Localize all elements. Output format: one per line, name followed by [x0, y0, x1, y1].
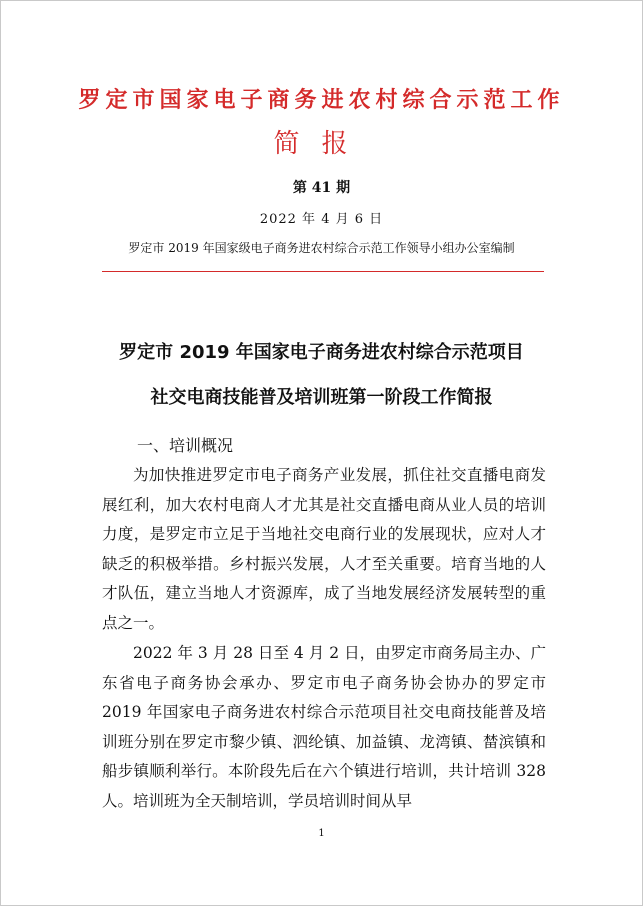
section-heading-training-overview: 一、培训概况	[137, 436, 234, 455]
body-paragraph-2: 2022 年 3 月 28 日至 4 月 2 日，由罗定市商务局主办、广东省电子商务协会承办、罗定市电子商务协会协办的罗定市 2019 年国家电子商务进农村综合示范项目社交电商技能普及培训班分别在罗定市黎少镇、泗纶镇、加益镇、龙湾镇、榃滨镇和船步镇顺利举行。本阶段先后在六个镇进行培训，共计培训 328 人。培训班为全天制培训，学员培训时间从早	[102, 644, 546, 810]
issue-date: 2022 年 4 月 6 日	[259, 212, 384, 227]
header-divider	[102, 271, 544, 272]
newsletter-header-title: 罗定市国家电子商务进农村综合示范工作	[78, 87, 565, 113]
page-number: 1	[318, 828, 325, 839]
article-title-line-1: 罗定市 2019 年国家电子商务进农村综合示范项目	[119, 342, 524, 363]
issue-number: 第 41 期	[292, 180, 351, 196]
newsletter-brief-label: 简报	[273, 129, 370, 159]
editor-office: 罗定市 2019 年国家级电子商务进农村综合示范工作领导小组办公室编制	[128, 241, 515, 255]
article-title-line-2: 社交电商技能普及培训班第一阶段工作简报	[150, 387, 493, 408]
body-paragraph-1: 为加快推进罗定市电子商务产业发展，抓住社交直播电商发展红利，加大农村电商人才尤其是社交直播电商从业人员的培训力度，是罗定市立足于当地社交电商行业的发展现状，应对人才缺乏的积极举措。乡村振兴发展，人才至关重要。培育当地的人才队伍，建立当地人才资源库，成了当地发展经济发展转型的重点之一。	[102, 466, 546, 632]
